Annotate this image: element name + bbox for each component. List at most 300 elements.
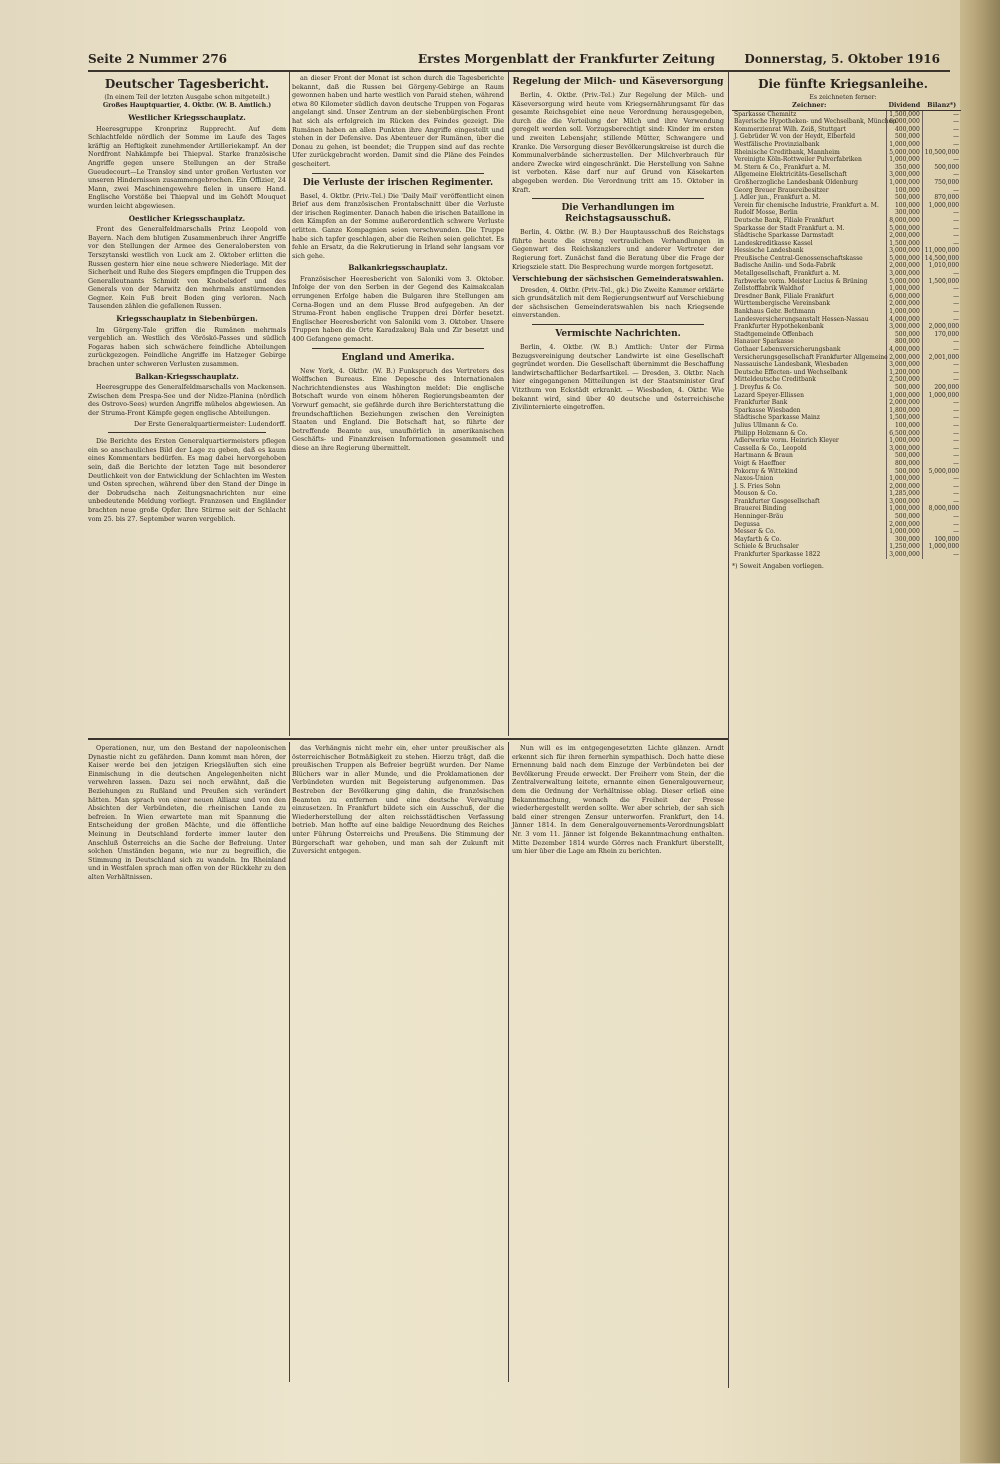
table-row [732,422,961,430]
subscription-amount: — [922,430,961,438]
masthead [88,48,950,72]
subscriber-name: Allgemeine Elektricitäts-Gesellschaft [734,171,847,179]
subscriber-name: Metallgesellschaft, Frankfurt a. M. [734,270,841,278]
report-signature [88,420,286,429]
article-text: Berlin, 4. Oktbr. (W. B.) Amtlich: Unter der Firma Bezugsvereinigung deutscher Landwirte ist eine Gesellschaft gegründet worden. Die Gesellschaft übernimmt die Beschaffung landwirtschaftlicher Bedarfsartikel. — Dresden, 3. Oktbr. Nach hier eingegangenen Mitteilungen ist der Staatsminister Graf Vitzthum von Eckstädt erkrankt. — Wiesbaden, 4. Oktbr. Wie bekannt wird, sind über 40 deutsche und österreichische Zivilinternierte eingetroffen. [512,343,724,412]
divider [312,348,484,349]
table-row [732,392,961,400]
table-row [732,209,961,217]
subscription-amount: 1,800,000 [887,407,923,415]
subscription-amount: 5,000,000 [922,468,961,476]
subscriber-name: Deutsche Effecten- und Wechselbank [734,368,848,376]
column-rule [728,72,729,1388]
subscription-amount: 1,000,000 [887,179,923,187]
subscription-amount: — [922,498,961,506]
divider [312,173,484,174]
subscription-amount: 6,000,000 [887,293,923,301]
subscriber-name: J. Gebrüder W. von der Heydt, Elberfeld [734,133,856,141]
newspaper-title: Erstes Morgenblatt der Frankfurter Zeitung [418,52,715,66]
subscription-amount: 6,000,000 [887,118,923,126]
subscription-amount: 100,000 [887,202,923,210]
subscription-amount: 500,000 [887,468,923,476]
subscription-amount: 300,000 [887,536,923,544]
subscription-amount: 300,000 [887,209,923,217]
table-row [732,354,961,362]
table-row [732,361,961,369]
continued-text: an dieser Front der Monat ist schon durch die Tagesberichte bekannt, daß die Russen bei Görgeny-Gebirge an Raum gewonnen haben und harte westlich von Paraid stehen, während etwa 80 Kilometer südlich davon deutsche Truppen von Fogaras angelangt sind. Unser Zentrum an der siebenbürgischen Front hat sich als erfolgreich im Rücken des Feindes gezeigt. Die Rumänen haben an allen Punkten ihre Angriffe eingestellt und stehen in der Defensive. Das Abenteuer der Rumänen, über die Donau zu gehen, ist beendet; die Truppen sind auf das rechte Ufer zurückgebracht worden. Damit sind die Pläne des Feindes gescheitert. [292,74,504,168]
subscriber-name: J. S. Fries Sohn [734,482,781,490]
subscriber-name: Mayfarth & Co. [734,535,782,543]
subscription-amount: 1,010,000 [922,262,961,270]
subscriber-name: Philipp Holzmann & Co. [734,429,808,437]
column-header: Bilanz*) [922,102,961,110]
subscription-amount: — [922,187,961,195]
subscription-amount: 100,000 [922,536,961,544]
subscriber-name: Rheinische Creditbank, Mannheim [734,148,840,156]
table-row [732,346,961,354]
subscription-amount: — [922,232,961,240]
subscription-amount: — [922,407,961,415]
subscriber-name: Mitteldeutsche Creditbank [734,376,816,384]
column-rule [508,72,509,736]
feuilleton-column-2 [292,744,504,1384]
subscriber-name: Bayerische Hypotheken- und Wechselbank, München [734,118,897,126]
table-row [732,536,961,544]
subscription-amount: 3,000,000 [887,361,923,369]
subscription-amount: 1,000,000 [887,308,923,316]
subscriber-name: Degussa [734,520,760,528]
subscription-amount: 800,000 [887,338,923,346]
subscriber-name: Landesversicherungsanstalt Hessen-Nassau [734,315,869,323]
subscription-amount: 1,000,000 [887,156,923,164]
subscription-amount: 4,000,000 [887,316,923,324]
table-row [732,331,961,339]
subscription-amount: 1,000,000 [887,392,923,400]
section-heading: Balkankriegsschauplatz. [348,263,448,273]
subscriber-name: Naxos-Union [734,475,774,483]
table-row [732,187,961,195]
subscription-amount: 500,000 [887,452,923,460]
subscription-amount: 1,000,000 [887,285,923,293]
subscription-amount: — [922,171,961,179]
report-dateline: Großes Hauptquartier, 4. Oktbr. (W. B. Amtlich.) [102,102,272,109]
subscription-amount: — [922,293,961,301]
subscription-amount: — [922,285,961,293]
subscription-amount: — [922,338,961,346]
subscriber-name: Sparkasse Chemnitz [734,110,797,118]
subscription-amount: 5,000,000 [887,278,923,286]
war-loan-subtitle: Es zeichneten ferner: [809,94,877,101]
subscriber-name: J. Adler jun., Frankfurt a. M. [734,194,821,202]
section-text: Front des Generalfeldmarschalls Prinz Leopold von Bayern. Nach dem blutigen Zusammenbruch ihrer Angriffe vor den Stellungen der Armee des Generalobersten von Terszytanski westlich von Luck am 2. Oktober erlitten die Russen gestern hier eine neue schwere Niederlage. Mit der Sicherheit und Ruhe des Siegers empfingen die Truppen des Generalleutnants Schmidt von Knobelsdorf und des Generals von der Marwitz den mehrmals anstürmenden Gegner. Kein Fuß breit Boden ging verloren. Nach Tausenden zählen die gefallenen Russen. [88,225,286,311]
table-row [732,323,961,331]
table-row [732,452,961,460]
subscriber-name: Sparkasse der Stadt Frankfurt a. M. [734,224,845,232]
feuilleton-text: das Verhängnis nicht mehr ein, eher unter preußischer als österreichischer Botmäßigkeit zu stehen. Hierzu trägt, daß die preußischen Truppen als Befreier begrüßt wurden. Der Name Blüchers war in aller Munde, und die Proklamationen der Verbündeten wurden mit Begeisterung aufgenommen. Das Bestreben der Bevölkerung ging dahin, die französischen Beamten zu entfernen und eine deutsche Verwaltung einzusetzen. In Frankfurt bildete sich ein Ausschuß, der die Wiederherstellung der alten reichsstädtischen Verfassung betrieb. Man hoffte auf eine baldige Neuordnung des Reiches unter Führung Österreichs und Preußens. Die Stimmung der Bürgerschaft war gehoben, und man sah der Zukunft mit Zuversicht entgegen. [292,744,504,856]
subscriber-name: Pokorny & Wittekind [734,467,798,475]
column-header: Zeichner: [732,102,887,110]
table-row [732,445,961,453]
subscription-amount: 3,000,000 [887,247,923,255]
subscription-amount: 3,000,000 [887,270,923,278]
subscription-amount: — [922,316,961,324]
subscription-amount: — [922,521,961,529]
subscription-amount: 5,000,000 [887,149,923,157]
article-title: Regelung der Milch- und Käseversorgung [512,77,724,87]
subscription-amount: 800,000 [887,460,923,468]
subscription-amount: — [922,346,961,354]
subscriber-name: Westfälische Provinzialbank [734,140,820,148]
subscriber-name: Gothaer Lebensversicherungsbank [734,346,841,353]
table-row [732,437,961,445]
commentary [88,437,286,523]
report-section [88,315,286,369]
subscriber-name: Versicherungsgesellschaft Frankfurter Allgemeine [734,353,888,361]
subscriber-name: Cassella & Co., Leopold [734,444,807,452]
report-title: Deutscher Tagesbericht. [104,77,270,91]
subscription-amount: 1,200,000 [887,369,923,377]
subscriber-name: Städtische Sparkasse Mainz [734,414,820,422]
subscription-amount: 1,500,000 [887,414,923,422]
subscription-amount: — [922,209,961,217]
subscriber-name: Brauerei Binding [734,505,787,513]
subscriber-name: Hanauer Sparkasse [734,338,794,346]
table-body [732,110,961,559]
subscription-amount: 1,000,000 [922,202,961,210]
table-row [732,285,961,293]
subscriber-name: J. Dreyfus & Co. [734,383,783,391]
subscriber-name: Landeskreditkasse Kassel [734,239,813,247]
table-row [732,414,961,422]
table-row [732,521,961,529]
subscriber-name: Georg Breuer Brauereibesitzer [734,186,829,194]
subscription-amount: 1,000,000 [887,141,923,149]
table-row [732,232,961,240]
subscription-amount: — [922,308,961,316]
subscription-amount: — [922,528,961,536]
section-text: Heeresgruppe Kronprinz Rupprecht. Auf dem Schlachtfelde nördlich der Somme im Laufe des Tages kräftig an Heftigkeit zunehmender Artilleriekampf. An der Nordfront Nahkämpfe bei Thiepval. Starke französische Angriffe gegen unsere Stellungen an der Straße Gueudecourt—Le Transloy sind unter großen Verlusten vor unseren Hindernissen zusammengebrochen. Ein Offizier, 24 Mann, zwei Maschinengewehre fielen in unsere Hand. Englische Vorstöße bei Thiepval und im Gehöft Mouquet wurden leicht abgewiesen. [88,124,286,210]
article-text: Berlin, 4. Oktbr. (Priv.-Tel.) Zur Regelung der Milch- und Käseversorgung wird heute vom Kriegsernährungsamt für das gesamte Reichsgebiet eine neue Verordnung herausgegeben, durch die die Verteilung der Milch und ihre Verwendung geregelt werden soll. Vorzugsberechtigt sind: Kinder im ersten und zweiten Lebensjahr, stillende Mütter, Schwangere und Kranke. Die Versorgung dieser Bevölkerungskreise ist durch die Kommunalverbände sicherzustellen. Der Milchverbrauch für andere Zwecke wird eingeschränkt. Die Herstellung von Sahne ist verboten. Käse darf nur auf Grund von Käsekarten abgegeben werden. Die Verordnung tritt am 15. Oktober in Kraft. [512,91,724,194]
subscription-amount: 100,000 [887,187,923,195]
table-row [732,490,961,498]
subscription-amount: 1,500,000 [922,278,961,286]
subscription-amount: 2,000,000 [922,323,961,331]
subscription-amount: — [922,369,961,377]
subscription-amount: 8,000,000 [887,217,923,225]
table-row [732,133,961,141]
subscription-amount: 3,000,000 [887,445,923,453]
article-text: Basel, 4. Oktbr. (Priv.-Tel.) Die 'Daily Mail' veröffentlicht einen Brief aus dem französischen Frontabschnitt über die Verluste der irischen Regimenter. Danach haben die irischen Bataillone in den Kämpfen an der Somme außerordentlich schwere Verluste erlitten. Ganze Kompagnien seien verschwunden. Die Truppe habe sich tapfer geschlagen, aber die Reihen seien gelichtet. Es fehle an Ersatz, da die Rekrutierung in Irland sehr langsam vor sich gehe. [292,191,504,260]
subscription-amount: — [922,133,961,141]
report-note: (In einem Teil der letzten Ausgabe schon mitgeteilt.) [104,94,270,101]
article-text: New York, 4. Oktbr. (W. B.) Funkspruch des Vertreters des Wolffschen Bureaus. Eine Depesche des Internationalen Nachrichtendienstes aus Washington meldet: Die englische Botschaft wurde von einem höheren Regierungsbeamten der Vorwurf gemacht, sie gefährde durch ihre Berichterstattung die freundschaftlichen Beziehungen zwischen den Vereinigten Staaten und England. Die Botschaft hat, so führte der betreffende Beamte aus, unaufhörlich in amerikanischen Geschäfts- und Finanzkreisen Informationen gesammelt und diese an ihre Regierung übermittelt. [292,366,504,452]
table-row [732,483,961,491]
subscriber-name: Frankfurter Hypothekenbank [734,323,824,331]
subscription-amount: 11,000,000 [922,247,961,255]
subscription-amount: — [922,475,961,483]
subscription-amount: 5,000,000 [887,225,923,233]
page-binding-edge [960,0,1000,1463]
subscription-amount: 100,000 [887,422,923,430]
subscription-amount: 2,000,000 [887,354,923,362]
subscription-amount: 3,000,000 [887,323,923,331]
table-footnote: *) Soweit Angaben vorliegen. [732,562,824,570]
subscription-amount: — [922,240,961,248]
table-row [732,513,961,521]
table-row [732,126,961,134]
commentary-text: Die Berichte des Ersten Generalquartiermeisters pflegen ein so anschauliches Bild der Lage zu geben, daß es kaum eines Kommentars bedürfen. Es mag dabei hervorgehoben sein, daß die Berichte der letzten Tage mit besonderer Deutlichkeit von der Entwicklung der Schlachten im Westen und Osten sprechen, während über den Stand der Dinge in der Dobrudscha nach Zeitungsnachrichten nur eine unbedeutende Meldung vorliegt. Franzosen und Engländer brachten neue große Opfer. Ihre Stürme seit der Schlacht vom 25. bis 27. September waren vergeblich. [88,437,286,523]
table-row [732,498,961,506]
page-number: Seite 2 Nummer 276 [88,52,228,66]
article-title: Die Verluste der irischen Regimenter. [302,177,494,188]
subscriber-name: Zellstofffabrik Waldhof [734,285,804,293]
column-daily-report [88,74,286,734]
article-text: Berlin, 4. Oktbr. (W. B.) Der Hauptausschuß des Reichstags führte heute die streng vertraulichen Verhandlungen in Gegenwart des Reichskanzlers und anderer Vertreter der Regierung fort. Zunächst fand die Beratung über die Frage der Kriegsziele statt. Die Besprechung wurde morgen fortgesetzt. [512,228,724,271]
feuilleton-text: Operationen, nur, um den Bestand der napoleonischen Dynastie nicht zu gefährden. Dann kommt man hören, der Kaiser werde bei den jetzigen Kriegsläuften sich eine Einmischung in die deutschen Angelegenheiten nicht verwehren lassen. Dazu sei noch erwähnt, daß die Beziehungen zu Rußland und Preußen sich verändert hätten. Man sprach von einer neuen Allianz und von den Absichten der Verbündeten, die rheinischen Lande zu befreien. In Wien erwartete man mit Spannung die Entscheidung der großen Mächte, und die öffentliche Meinung in Deutschland forderte immer lauter den Anschluß Österreichs an die Sache der Befreiung. Unter solchen Umständen begann, wie nur zu begreiflich, die Stimmung in Deutschland sich zu wandeln. Im Rheinland und in Westfalen sprach man offen von der Rückkehr zu den alten Verhältnissen. [88,744,286,881]
subscriber-name: Frankfurter Bank [734,399,788,407]
subscriber-name: Frankfurter Sparkasse 1822 [734,551,821,559]
subscription-amount: 500,000 [887,384,923,392]
subscription-amount: — [922,483,961,491]
subscriber-name: Bankhaus Gebr. Bethmann [734,308,816,316]
section-text: Im Görgeny-Tale griffen die Rumänen mehrmals vergeblich an. Westlich des Vöröskö-Passes und südlich Fogaras haben sich schwächere feindliche Abteilungen zurückgezogen. Feindliche Angriffe im Hatzeger Gebirge brachen unter schweren Verlusten zusammen. [88,325,286,369]
subscription-amount: 500,000 [887,133,923,141]
table-row [732,141,961,149]
divider [532,198,704,199]
table-row [732,407,961,415]
table-row [732,468,961,476]
subscriber-name: Hessische Landesbank [734,247,804,255]
table-row [732,247,961,255]
subscriber-name: Voigt & Haeffner [734,459,786,467]
subscriber-name: Stadtgemeinde Offenbach [734,330,814,338]
table-row [732,528,961,536]
feuilleton-column-3 [512,744,724,1384]
section-heading: Oestlicher Kriegsschauplatz. [128,213,246,223]
table-row [732,156,961,164]
subscription-amount: 5,000,000 [887,255,923,263]
subscriber-name: Schiele & Bruchsaler [734,543,799,551]
table-row [732,217,961,225]
subscriber-name: Verein für chemische Industrie, Frankfurt a. M. [734,201,879,209]
subscription-amount: 4,000,000 [887,346,923,354]
table-row [732,110,961,118]
subscription-amount: 14,500,000 [922,255,961,263]
table-row [732,543,961,551]
table-row [732,270,961,278]
subscription-amount: 1,250,000 [887,543,923,551]
subscription-amount: 1,000,000 [887,528,923,536]
table-row [732,179,961,187]
subscription-amount: 2,000,000 [887,232,923,240]
subscription-amount: 2,000,000 [887,521,923,529]
table-row [732,171,961,179]
table-row [732,460,961,468]
subscriber-name: Preußische Central-Genossenschaftskasse [734,254,863,262]
subscription-amount: 10,500,000 [922,149,961,157]
subscriber-name: Sparkasse Wiesbaden [734,406,801,414]
report-section [88,114,286,211]
subscription-amount: — [922,376,961,384]
table-row [732,308,961,316]
section-heading: Kriegsschauplatz in Siebenbürgen. [116,314,258,324]
table-row [732,551,961,559]
table-row [732,430,961,438]
subscriber-name: Städtische Sparkasse Darmstadt [734,232,834,240]
subscription-amount: — [922,490,961,498]
subscription-amount: 1,000,000 [922,392,961,400]
article-title: Vermischte Nachrichten. [555,329,681,340]
subscription-amount: 1,500,000 [887,110,923,118]
subscription-amount: — [922,551,961,559]
table-row [732,262,961,270]
subscriber-name: Vereinigte Köln-Rottweiler Pulverfabriken [734,156,862,164]
subscription-amount: 400,000 [887,126,923,134]
subscription-amount: 350,000 [887,164,923,172]
subscriber-name: Farbwerke vorm. Meister Lucius & Brüning [734,277,868,285]
section-text: Heeresgruppe des Generalfeldmarschalls von Mackensen. Zwischen dem Prespa-See und der Nidze-Planina (nördlich des Ostrovo-Sees) wurden Angriffe mühelos abgewiesen. An der Struma-Front Kämpfe gegen englische Abteilungen. [88,383,286,417]
table-header-row [732,102,961,110]
subscription-amount: 6,500,000 [887,430,923,438]
table-row [732,225,961,233]
feuilleton-column-1 [88,744,286,1384]
subscription-amount: 2,000,000 [887,262,923,270]
subscription-amount: — [922,118,961,126]
subscriber-name: Hartmann & Braun [734,452,793,460]
subscriber-name: Großherzogliche Landesbank Oldenburg [734,178,858,186]
subscription-amount: — [922,217,961,225]
subscription-amount: — [922,225,961,233]
subscription-amount: 1,000,000 [922,543,961,551]
section-heading: Westlicher Kriegsschauplatz. [128,113,246,122]
table-row [732,376,961,384]
subscription-amount: 2,000,000 [887,399,923,407]
subscription-amount: 2,001,000 [922,354,961,362]
subscriber-name: Julius Ullmann & Co. [734,421,799,429]
table-row [732,384,961,392]
report-section [88,215,286,312]
subscription-amount: 2,000,000 [887,483,923,491]
subscriber-name: Rudolf Mosse, Berlin [734,209,798,217]
subscription-amount: — [922,361,961,369]
subscription-amount: 200,000 [922,384,961,392]
subscription-amount: 2,000,000 [887,300,923,308]
subscription-amount: 170,000 [922,331,961,339]
subscription-amount: — [922,460,961,468]
table-row [732,164,961,172]
subscription-amount: 1,000,000 [887,475,923,483]
subscription-amount: 750,000 [922,179,961,187]
subscriber-name: M. Stern & Co., Frankfurt a. M. [734,163,831,171]
table-row [732,475,961,483]
subscriber-name: Kommerzienrat Wilh. Zeiß, Stuttgart [734,125,846,133]
subscriber-name: Deutsche Bank, Filiale Frankfurt [734,216,835,224]
subscriber-name: Henninger-Bräu [734,513,784,521]
article-title: England und Amerika. [341,352,455,363]
subscription-amount: 500,000 [887,194,923,202]
subscriber-name: Lazard Speyer-Ellissen [734,391,804,399]
section-text: Dresden, 4. Oktbr. (Priv.-Tel., gk.) Die Zweite Kammer erklärte sich grundsätzlich mit dem Regierungsentwurf auf Verschiebung der sächsischen Gemeinderatswahlen bis nach Kriegsende einverstanden. [512,285,724,320]
divider [532,324,704,325]
table-row [732,202,961,210]
section-heading: Verschiebung der sächsischen Gemeinderatswahlen. [512,274,724,284]
feuilleton-text: Nun will es im entgegengesetzten Lichte glänzen. Arndt erkennt sich für ihren fernerhin sympathisch. Doch hatte diese Ernennung bald nach dem Einzuge der Verbündeten bei der Bevölkerung Freude erweckt. Der Freiherr vom Stein, der die Zentralverwaltung leitete, ernannte einen Generalgouverneur, dem die Ordnung der Verhältnisse oblag. Dieser erließ eine Bekanntmachung, wonach die Freiheit der Presse wiederhergestellt werden sollte. Wer aber schrieb, der sah sich bald einer strengen Zensur unterworfen. Frankfurt, den 14. Jänner 1814. In dem Generalgouvernements-Verordnungsblatt Nr. 3 vom 11. Jänner ist folgende Bekanntmachung enthalten. Mitte Dezember 1814 wurde Görres nach Frankfurt überstellt, um hier über die Lage am Rhein zu berichten. [512,744,724,856]
subscription-amount: — [922,422,961,430]
section-text: Französischer Heeresbericht von Saloniki vom 3. Oktober. Infolge der von den Serben in der Gegend des Kaimakcalan errungenen Erfolge haben die Bulgaren ihre Stellungen am Cerna-Bogen und an dem Flusse Brod aufgegeben. An der Struma-Front haben englische Truppen drei Dörfer besetzt. Englischer Heeresbericht von Saloniki vom 3. Oktober. Unsere Truppen haben die Orte Karadzakeuj Bala und Zir besetzt und 400 Gefangene gemacht. [292,274,504,344]
section-heading: Balkan-Kriegsschauplatz. [135,371,239,381]
subscription-amount: 3,000,000 [887,551,923,559]
table-row [732,194,961,202]
column-rule [289,72,290,736]
signature-text: Der Erste Generalquartiermeister: Ludendorff. [133,419,286,428]
table-row [732,399,961,407]
column-rule [508,742,509,1382]
subscription-amount: 1,500,000 [887,240,923,248]
article-title: Die Verhandlungen im Reichstagsausschuß. [561,203,675,225]
issue-date: Donnerstag, 5. Oktober 1916 [744,52,940,66]
table-row [732,240,961,248]
subscriber-name: Adlerwerke vorm. Heinrich Kleyer [734,437,839,445]
table-row [732,293,961,301]
column-two [292,74,504,734]
subscription-amount: — [922,437,961,445]
subscription-amount: 8,000,000 [922,505,961,513]
subscription-amount: — [922,513,961,521]
subscription-amount: 870,000 [922,194,961,202]
subscriber-name: Dresdner Bank, Filiale Frankfurt [734,292,834,300]
table-row [732,369,961,377]
subscription-amount: 1,285,000 [887,490,923,498]
table-row [732,149,961,157]
subscription-amount: — [922,452,961,460]
subscription-amount: 2,500,000 [887,376,923,384]
subscription-amount: — [922,110,961,118]
subscription-amount: — [922,414,961,422]
column-header: Dividend [888,101,921,109]
table-row [732,278,961,286]
divider [108,432,266,433]
war-loan-title: Die fünfte Kriegsanleihe. [758,77,928,91]
subscriber-name: Württembergische Vereinsbank [734,300,831,308]
column-three [512,74,724,734]
subscription-amount: 3,000,000 [887,498,923,506]
subscription-amount: 500,000 [922,164,961,172]
subscriber-name: Messer & Co. [734,528,776,536]
table-row [732,505,961,513]
subscription-amount: — [922,445,961,453]
column-rule [289,742,290,1382]
subscription-amount: 500,000 [887,513,923,521]
subscription-amount: 500,000 [887,331,923,339]
table-row [732,338,961,346]
subscription-amount: — [922,399,961,407]
table-row [732,316,961,324]
subscriber-name: Nassauische Landesbank, Wiesbaden [734,361,849,369]
subscription-amount: — [922,156,961,164]
subscription-amount: 3,000,000 [887,171,923,179]
subscriber-table [732,102,961,559]
table-row [732,300,961,308]
subscriber-name: Mouson & Co. [734,490,778,498]
subscriber-name: Badische Anilin- und Soda-Fabrik [734,262,836,270]
subscription-amount: 1,000,000 [887,437,923,445]
subscriber-name: Frankfurter Gasgesellschaft [734,497,820,505]
feuilleton-divider [88,738,728,740]
subscription-amount: — [922,270,961,278]
subscription-amount: — [922,300,961,308]
subscription-amount: 1,000,000 [887,505,923,513]
subscription-amount: — [922,141,961,149]
